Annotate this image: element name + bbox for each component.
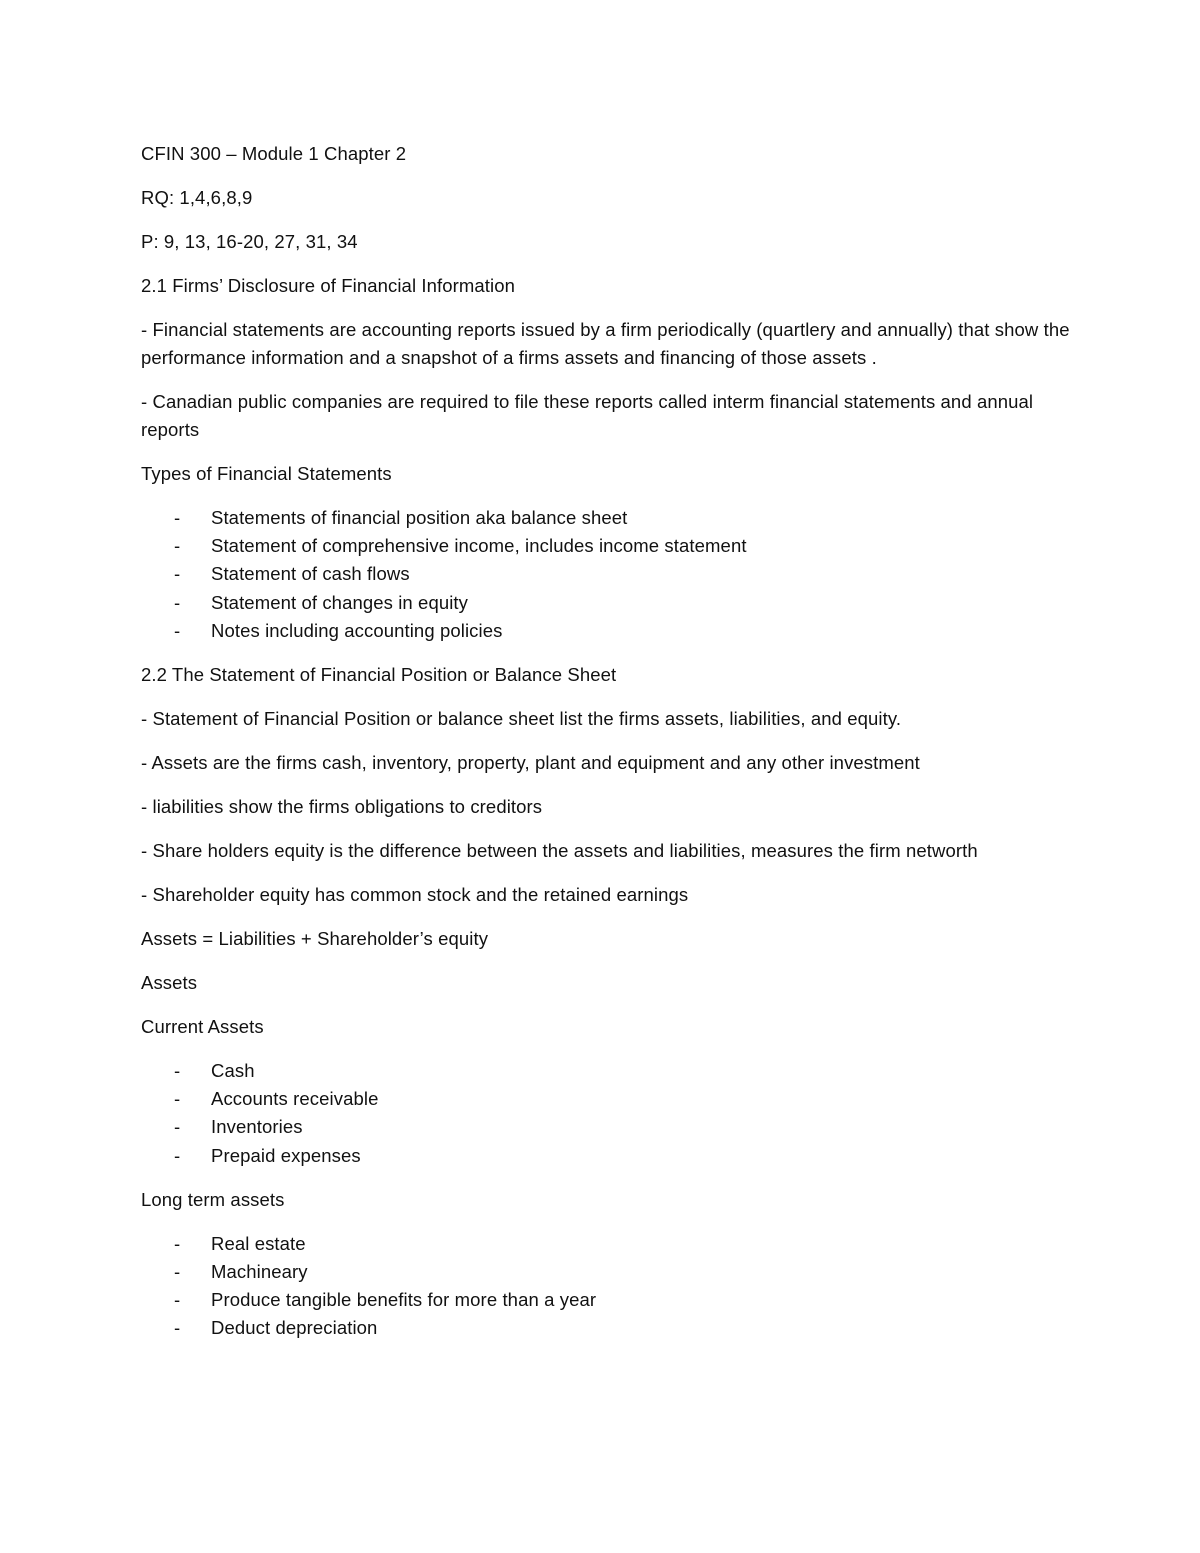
list-item: - Prepaid expenses	[141, 1142, 1071, 1170]
dash-bullet: -	[174, 563, 181, 585]
types-heading: Types of Financial Statements	[141, 463, 392, 484]
current-assets-list	[141, 1057, 1071, 1170]
list-item: - Cash	[141, 1057, 1071, 1085]
dash-bullet: -	[174, 1116, 181, 1138]
list-item: - Machineary	[141, 1258, 1071, 1286]
dash-bullet: -	[174, 1088, 181, 1110]
dash-bullet: -	[174, 1144, 181, 1166]
list-item: - Produce tangible benefits for more than a year	[141, 1286, 1071, 1314]
long-term-assets-list	[141, 1230, 1071, 1343]
paragraph-financial-statements: - Financial statements are accounting reports issued by a firm periodically (quartlery and annually) that show the performance information and a snapshot of a firms assets and financing of those assets .	[141, 319, 1070, 368]
list-item: - Real estate	[141, 1230, 1071, 1258]
list-item: - Notes including accounting policies	[141, 617, 1071, 645]
list-item: - Statement of cash flows	[141, 560, 1071, 588]
document-body	[141, 140, 1071, 1359]
section-heading-2-2: 2.2 The Statement of Financial Position or Balance Sheet	[141, 664, 617, 686]
dash-bullet: -	[174, 1060, 181, 1082]
section-heading-2-1: 2.1 Firms’ Disclosure of Financial Information	[141, 275, 516, 296]
list-item: - Statements of financial position aka balance sheet	[141, 504, 1071, 532]
list-item: - Inventories	[141, 1113, 1071, 1141]
paragraph-equity-components: - Shareholder equity has common stock and the retained earnings	[141, 884, 689, 906]
list-item: - Statement of changes in equity	[141, 589, 1071, 617]
paragraph-balance-sheet: - Statement of Financial Position or balance sheet list the firms assets, liabilities, and equity.	[141, 708, 902, 730]
dash-bullet: -	[174, 535, 181, 557]
current-assets-heading: Current Assets	[141, 1016, 264, 1038]
paragraph-liabilities: - liabilities show the firms obligations to creditors	[141, 796, 543, 818]
dash-bullet: -	[174, 1261, 181, 1283]
paragraph-assets: - Assets are the firms cash, inventory, property, plant and equipment and any other investment	[141, 752, 920, 774]
long-term-assets-heading: Long term assets	[141, 1188, 285, 1210]
paragraph-canadian-companies: - Canadian public companies are required to file these reports called interm financial statements and annual reports	[141, 391, 1034, 440]
list-item: - Accounts receivable	[141, 1085, 1071, 1113]
types-list	[141, 504, 1071, 645]
dash-bullet: -	[174, 619, 181, 641]
review-questions-line: RQ: 1,4,6,8,9	[141, 187, 253, 208]
list-item: - Statement of comprehensive income, includes income statement	[141, 532, 1071, 560]
assets-heading: Assets	[141, 972, 198, 994]
dash-bullet: -	[174, 591, 181, 613]
problems-line: P: 9, 13, 16-20, 27, 31, 34	[141, 231, 358, 252]
list-item: - Deduct depreciation	[141, 1314, 1071, 1342]
paragraph-shareholders-equity: - Share holders equity is the difference between the assets and liabilities, measures the firm networth	[141, 840, 978, 862]
accounting-equation: Assets = Liabilities + Shareholder’s equity	[141, 928, 489, 950]
dash-bullet: -	[174, 1289, 181, 1311]
document-title: CFIN 300 – Module 1 Chapter 2	[141, 143, 407, 164]
dash-bullet: -	[174, 1317, 181, 1339]
dash-bullet: -	[174, 507, 181, 528]
dash-bullet: -	[174, 1232, 181, 1254]
